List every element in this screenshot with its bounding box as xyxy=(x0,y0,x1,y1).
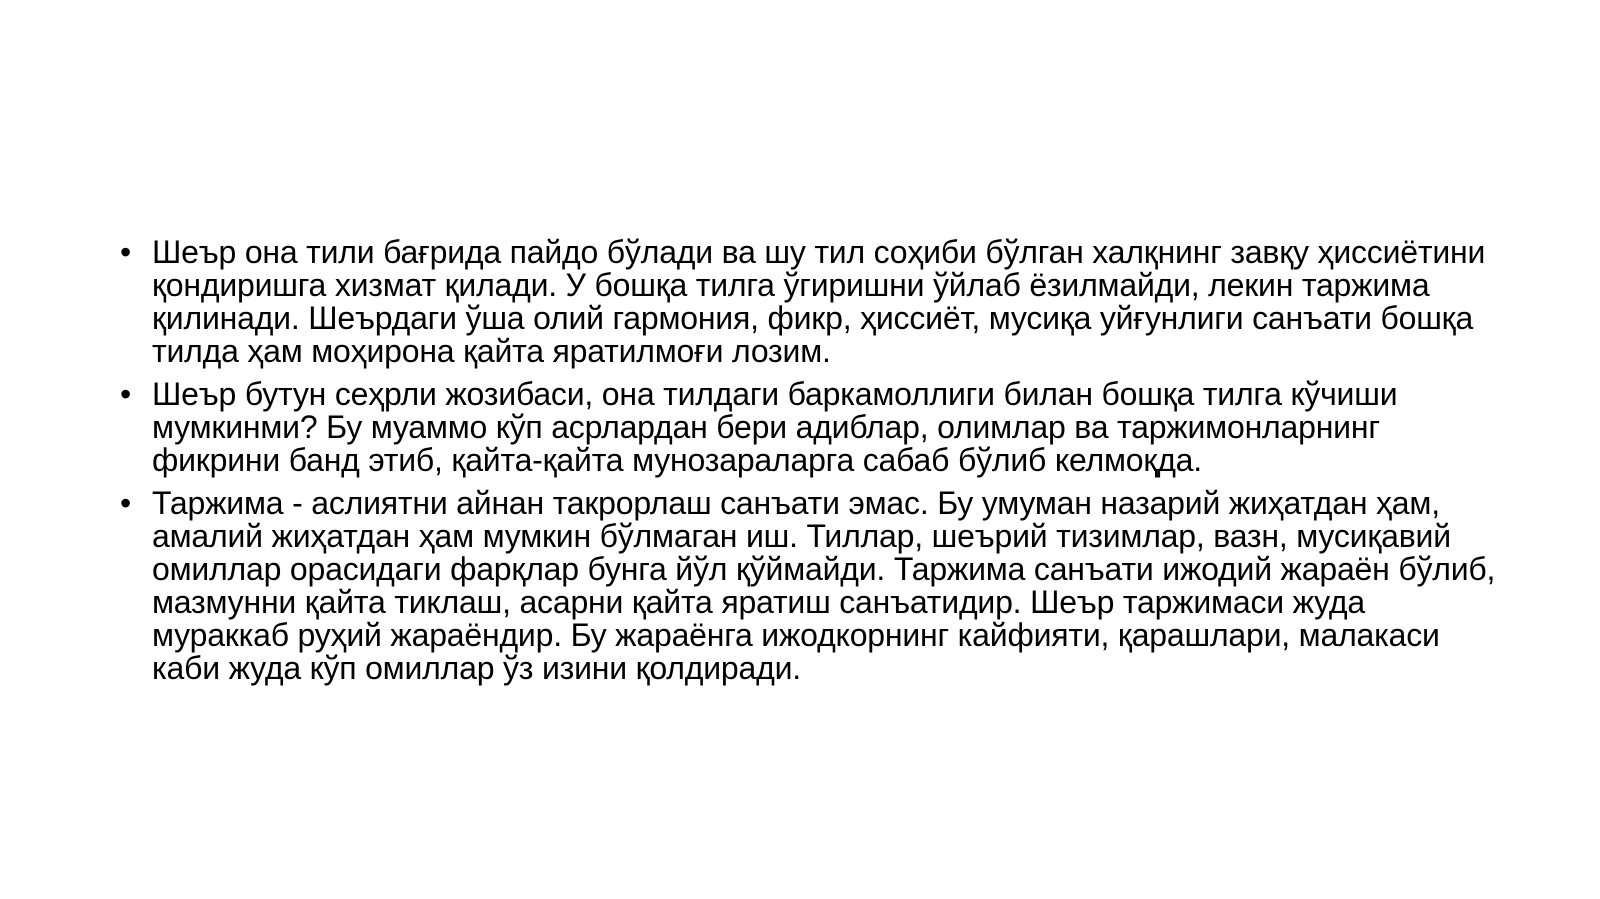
bullet-item-3 xyxy=(120,487,1500,685)
bullet-list xyxy=(120,236,1500,685)
bullet-item-1 xyxy=(120,236,1500,368)
bullet-dot-icon: • xyxy=(120,234,132,270)
slide-body xyxy=(120,236,1500,695)
bullet-dot-icon: • xyxy=(120,485,132,521)
bullet-text-2: Шеър бутун сеҳрли жозибаси, она тилдаги баркамоллиги билан бошқа тилга кўчиши мумкинми? Бу муаммо кўп асрлардан бери адиблар, олимлар ва таржимонларнинг фикрини банд этиб, қайта-қайта мунозараларга сабаб бўлиб келмоқда. xyxy=(152,376,1398,478)
bullet-dot-icon: • xyxy=(120,376,132,412)
bullet-text-3: Таржима - аслиятни айнан такрорлаш санъати эмас. Бу умуман назарий жиҳатдан ҳам, амалий жиҳатдан ҳам мумкин бўлмаган иш. Тиллар, шеърий тизимлар, вазн, мусиқавий омиллар орасидаги фарқлар бунга йўл қўймайди. Таржима санъати ижодий жараён бўлиб, мазмунни қайта тиклаш, асарни қайта яратиш санъатидир. Шеър таржимаси жуда мураккаб руҳий жараёндир. Бу жараёнга ижодкорнинг кайфияти, қарашлари, малакаси каби жуда кўп омиллар ўз изини қолдиради. xyxy=(152,485,1496,686)
bullet-text-1: Шеър она тили бағрида пайдо бўлади ва шу тил соҳиби бўлган халқнинг завқу ҳиссиётини қондиришга хизмат қилади. У бошқа тилга ўгиришни ўйлаб ёзилмайди, лекин таржима қилинади. Шеърдаги ўша олий гармония, фикр, ҳиссиёт, мусиқа уйғунлиги санъати бошқа тилда ҳам моҳирона қайта яратилмоғи лозим. xyxy=(152,234,1486,369)
bullet-item-2 xyxy=(120,378,1500,477)
